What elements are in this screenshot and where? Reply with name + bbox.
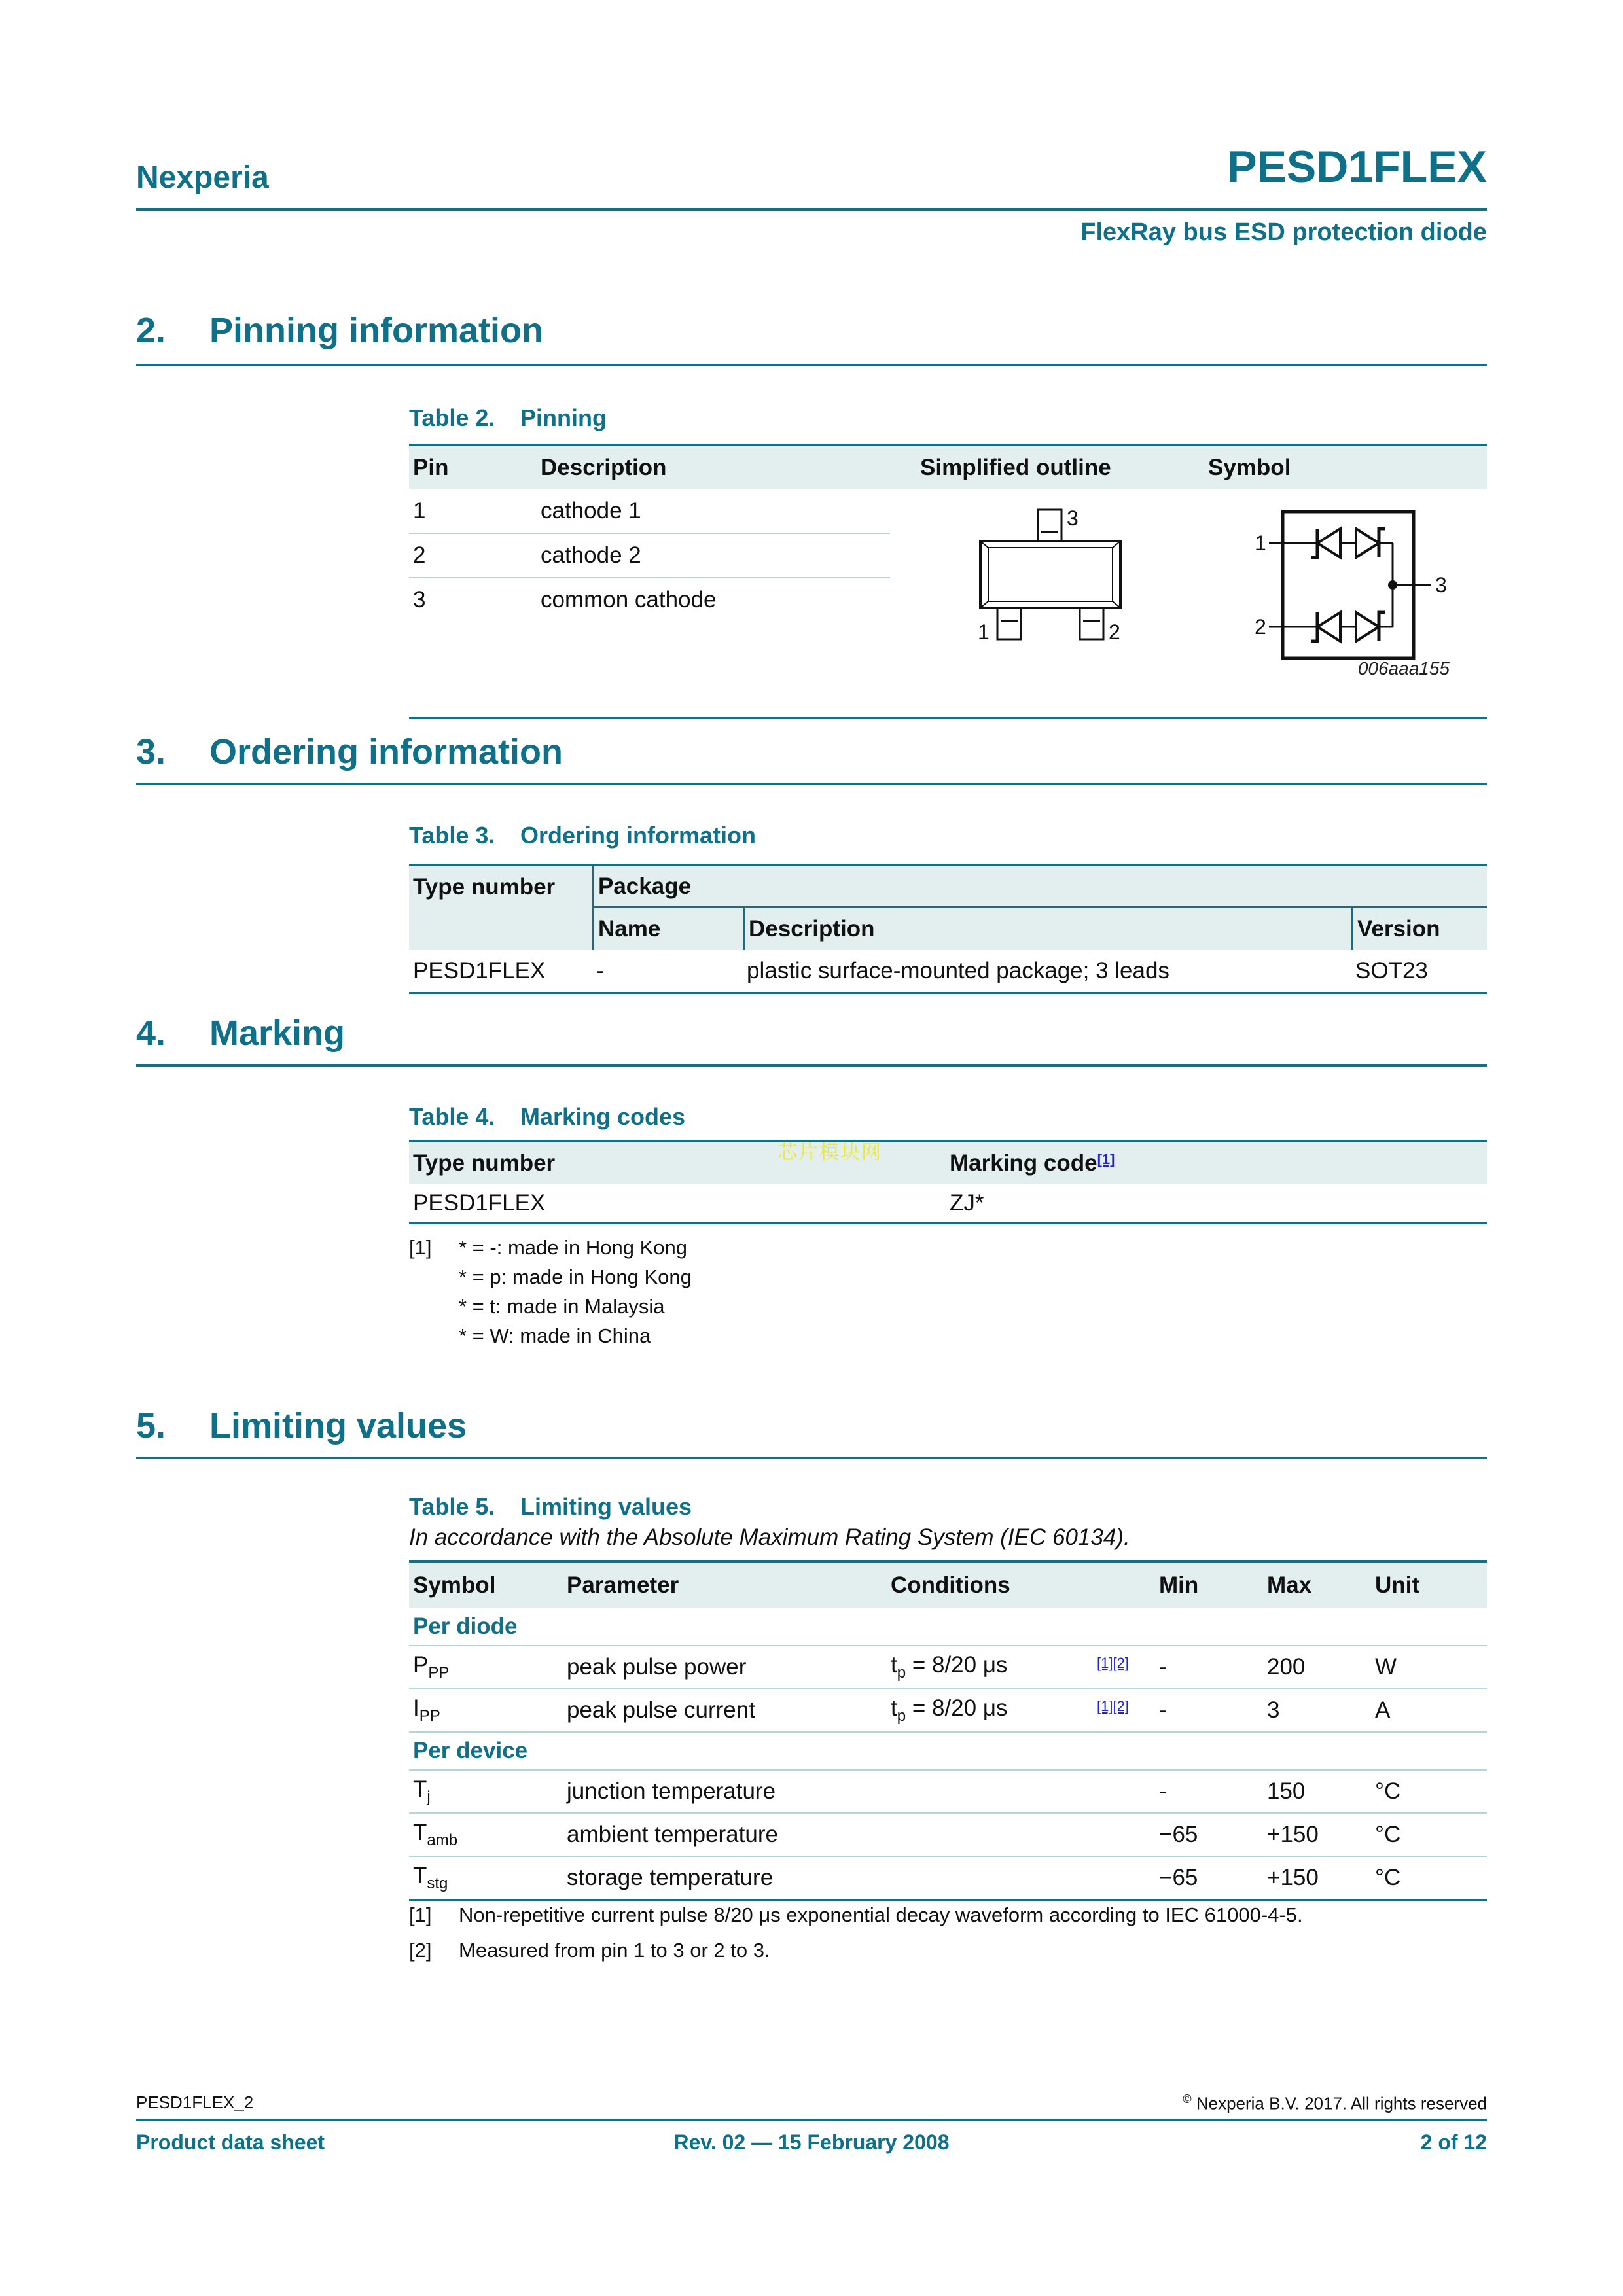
diode-triangle: [1317, 529, 1340, 557]
pinning-table: [409, 404, 1487, 707]
table-row: [409, 1689, 1487, 1733]
limiting-footnote-1: [409, 1900, 1303, 1930]
outline-pin1-label: 1: [978, 620, 990, 644]
table-caption: Marking codes: [520, 1103, 686, 1130]
revision-date: Rev. 02 — 15 February 2008: [673, 2130, 950, 2154]
section-title: Pinning information: [209, 311, 543, 350]
table-bottom-rule: [409, 717, 1487, 719]
footnote-text: * = -: made in Hong Kong: [459, 1236, 687, 1259]
footnote-text: Measured from pin 1 to 3 or 2 to 3.: [459, 1939, 770, 1962]
col-header-name: Name: [592, 908, 743, 950]
page-subtitle: FlexRay bus ESD protection diode: [1080, 219, 1487, 246]
col-header-description: Description: [541, 455, 667, 480]
max-value: 3: [1267, 1697, 1280, 1723]
table-bottom-rule: [409, 1222, 1487, 1224]
section-number: 4.: [136, 1014, 166, 1053]
max-value: 200: [1267, 1654, 1306, 1680]
pin3-lead: [1038, 510, 1061, 541]
table-title: [409, 1493, 1487, 1521]
col-header-package: Package: [592, 866, 1487, 908]
pin1-lead: [997, 608, 1021, 639]
pin-description: cathode 2: [541, 542, 641, 568]
marking-table: [409, 1103, 1487, 1224]
unit: °C: [1375, 1778, 1401, 1804]
table-label: Table 5.: [409, 1493, 495, 1520]
pin-number: 1: [413, 498, 426, 523]
col-header-symbol: Symbol: [413, 1572, 496, 1598]
min-value: −65: [1159, 1865, 1198, 1890]
package-description: plastic surface-mounted package; 3 leads: [747, 958, 1169, 983]
table-bottom-rule: [409, 992, 1487, 994]
footnote-text: * = t: made in Malaysia: [459, 1295, 665, 1318]
footnote-ref-link[interactable]: [1][2]: [1097, 1655, 1129, 1671]
limiting-values-table: [409, 1493, 1487, 1901]
symbol: $T_j$: [413, 1776, 431, 1806]
parameter: ambient temperature: [567, 1822, 778, 1847]
min-value: -: [1159, 1654, 1167, 1680]
section-heading-pinning: [136, 310, 543, 351]
col-header-conditions: Conditions: [891, 1572, 1010, 1598]
footnote-text: Non-repetitive current pulse 8/20 μs exponential decay waveform according to IEC 61000-4-5.: [459, 1903, 1303, 1926]
type-number: PESD1FLEX: [413, 1190, 546, 1216]
diode-triangle: [1356, 612, 1379, 641]
copyright-icon: ©: [1183, 2093, 1192, 2106]
section-heading-limiting-values: [136, 1405, 467, 1446]
table-row: [409, 1814, 1487, 1857]
table-title: [409, 1103, 1487, 1131]
col-header-outline: Simplified outline: [920, 455, 1111, 480]
table-header-row: [409, 444, 1487, 489]
parameter: storage temperature: [567, 1865, 774, 1890]
brand-name: Nexperia: [136, 160, 269, 195]
conditions: $t_p = 8/20$ μs: [891, 1695, 1008, 1725]
pin-description: common cathode: [541, 587, 717, 612]
pin-number: 2: [413, 542, 426, 568]
max-value: +150: [1267, 1865, 1319, 1890]
symbol-pin3-label: 3: [1435, 573, 1447, 597]
table-header-row: [409, 1560, 1487, 1608]
table-caption: Limiting values: [520, 1493, 692, 1520]
col-header-parameter: Parameter: [567, 1572, 679, 1598]
group-header-per-diode: Per diode: [409, 1608, 1487, 1646]
table-row: [409, 578, 890, 622]
max-value: 150: [1267, 1778, 1306, 1804]
table-row: [409, 1857, 1487, 1899]
table-row: [409, 1184, 1487, 1222]
table-caption: Pinning: [520, 404, 607, 431]
table-title: [409, 822, 1487, 849]
page-title: PESD1FLEX: [1227, 142, 1487, 192]
table-label: Table 2.: [409, 404, 495, 431]
limiting-footnote-2: [409, 1935, 770, 1965]
table-header: [409, 864, 1487, 950]
type-number: PESD1FLEX: [413, 958, 546, 983]
table-row: [409, 489, 890, 534]
symbol-pin1-label: 1: [1255, 531, 1266, 555]
min-value: -: [1159, 1778, 1167, 1804]
col-header-marking-code: Marking code[1]: [950, 1150, 1115, 1176]
symbol: $T_{amb}$: [413, 1820, 458, 1849]
parameter: peak pulse current: [567, 1697, 755, 1723]
unit: W: [1375, 1654, 1397, 1680]
table-title: [409, 404, 1487, 432]
diode-symbol-figure: [1253, 503, 1450, 673]
table-row: [409, 534, 890, 578]
section-rule: [136, 364, 1487, 366]
col-header-max: Max: [1267, 1572, 1312, 1598]
parameter: junction temperature: [567, 1778, 776, 1804]
section-heading-marking: [136, 1013, 345, 1053]
table-label: Table 4.: [409, 1103, 495, 1130]
outline-pin3-label: 3: [1067, 506, 1079, 530]
package-version: SOT23: [1355, 958, 1428, 983]
ordering-table: [409, 822, 1487, 994]
symbol-pin2-label: 2: [1255, 615, 1266, 639]
table-header-row: [409, 1140, 1487, 1184]
section-title: Limiting values: [209, 1406, 467, 1445]
sot23-outline-figure: [975, 506, 1129, 646]
col-header-type-number: Type number: [413, 874, 556, 900]
max-value: +150: [1267, 1822, 1319, 1847]
symbol: $T_{stg}$: [413, 1863, 448, 1892]
section-number: 2.: [136, 311, 166, 350]
footer-rule: [136, 2119, 1487, 2121]
col-header-pin: Pin: [413, 455, 449, 480]
col-header-version: Version: [1351, 908, 1487, 950]
page-number: 2 of 12: [1420, 2130, 1487, 2154]
pin2-lead: [1080, 608, 1103, 639]
min-value: −65: [1159, 1822, 1198, 1847]
header-rule: [136, 208, 1487, 211]
section-heading-ordering: [136, 732, 563, 772]
unit: A: [1375, 1697, 1391, 1723]
footer-meta-row: [136, 2093, 1487, 2114]
document-id: PESD1FLEX_2: [136, 2093, 254, 2112]
col-header-description: Description: [743, 908, 1351, 950]
section-number: 5.: [136, 1406, 166, 1445]
col-header-unit: Unit: [1375, 1572, 1420, 1598]
table-row: [409, 1646, 1487, 1689]
table-note: In accordance with the Absolute Maximum Rating System (IEC 60134).: [409, 1525, 1130, 1550]
section-title: Marking: [209, 1014, 346, 1053]
min-value: -: [1159, 1697, 1167, 1723]
table-row: [409, 950, 1487, 992]
footnote-marker: [1]: [409, 1903, 432, 1926]
pin-number: 3: [413, 587, 426, 612]
table-caption: Ordering information: [520, 822, 756, 849]
document-type: Product data sheet: [136, 2130, 325, 2154]
section-rule: [136, 783, 1487, 785]
table-row: [409, 1771, 1487, 1814]
col-header-type-number: Type number: [413, 1150, 556, 1176]
footer-main-row: [136, 2130, 1487, 2155]
col-header-symbol: Symbol: [1208, 455, 1291, 480]
section-number: 3.: [136, 732, 166, 771]
diode-triangle: [1356, 529, 1379, 557]
section-rule: [136, 1064, 1487, 1067]
col-header-min: Min: [1159, 1572, 1199, 1598]
package-name: -: [596, 958, 604, 983]
watermark-text: 芯片模块网: [777, 1142, 882, 1163]
section-rule: [136, 1457, 1487, 1459]
unit: °C: [1375, 1865, 1401, 1890]
footnote-ref-link[interactable]: [1][2]: [1097, 1698, 1129, 1714]
group-header-per-device: Per device: [409, 1733, 1487, 1771]
marking-footnotes: [409, 1233, 692, 1351]
footnote-marker: [1]: [409, 1236, 432, 1259]
pin-description: cathode 1: [541, 498, 641, 523]
conditions: $t_p = 8/20$ μs: [891, 1652, 1008, 1682]
symbol: $I_{PP}$: [413, 1695, 440, 1725]
table-label: Table 3.: [409, 822, 495, 849]
figure-code: 006aaa155: [1357, 658, 1450, 679]
footnote-text: * = p: made in Hong Kong: [459, 1265, 692, 1288]
marking-code: ZJ*: [950, 1190, 984, 1216]
footnote-marker: [2]: [409, 1939, 432, 1962]
parameter: peak pulse power: [567, 1654, 747, 1680]
section-title: Ordering information: [209, 732, 563, 771]
footnote-text: * = W: made in China: [459, 1324, 651, 1347]
unit: °C: [1375, 1822, 1401, 1847]
diode-triangle: [1317, 612, 1340, 641]
copyright-notice: © Nexperia B.V. 2017. All rights reserved: [1183, 2093, 1487, 2113]
footnote-ref-link[interactable]: [1]: [1097, 1151, 1115, 1167]
outline-pin2-label: 2: [1109, 620, 1120, 644]
symbol: $P_{PP}$: [413, 1652, 450, 1682]
